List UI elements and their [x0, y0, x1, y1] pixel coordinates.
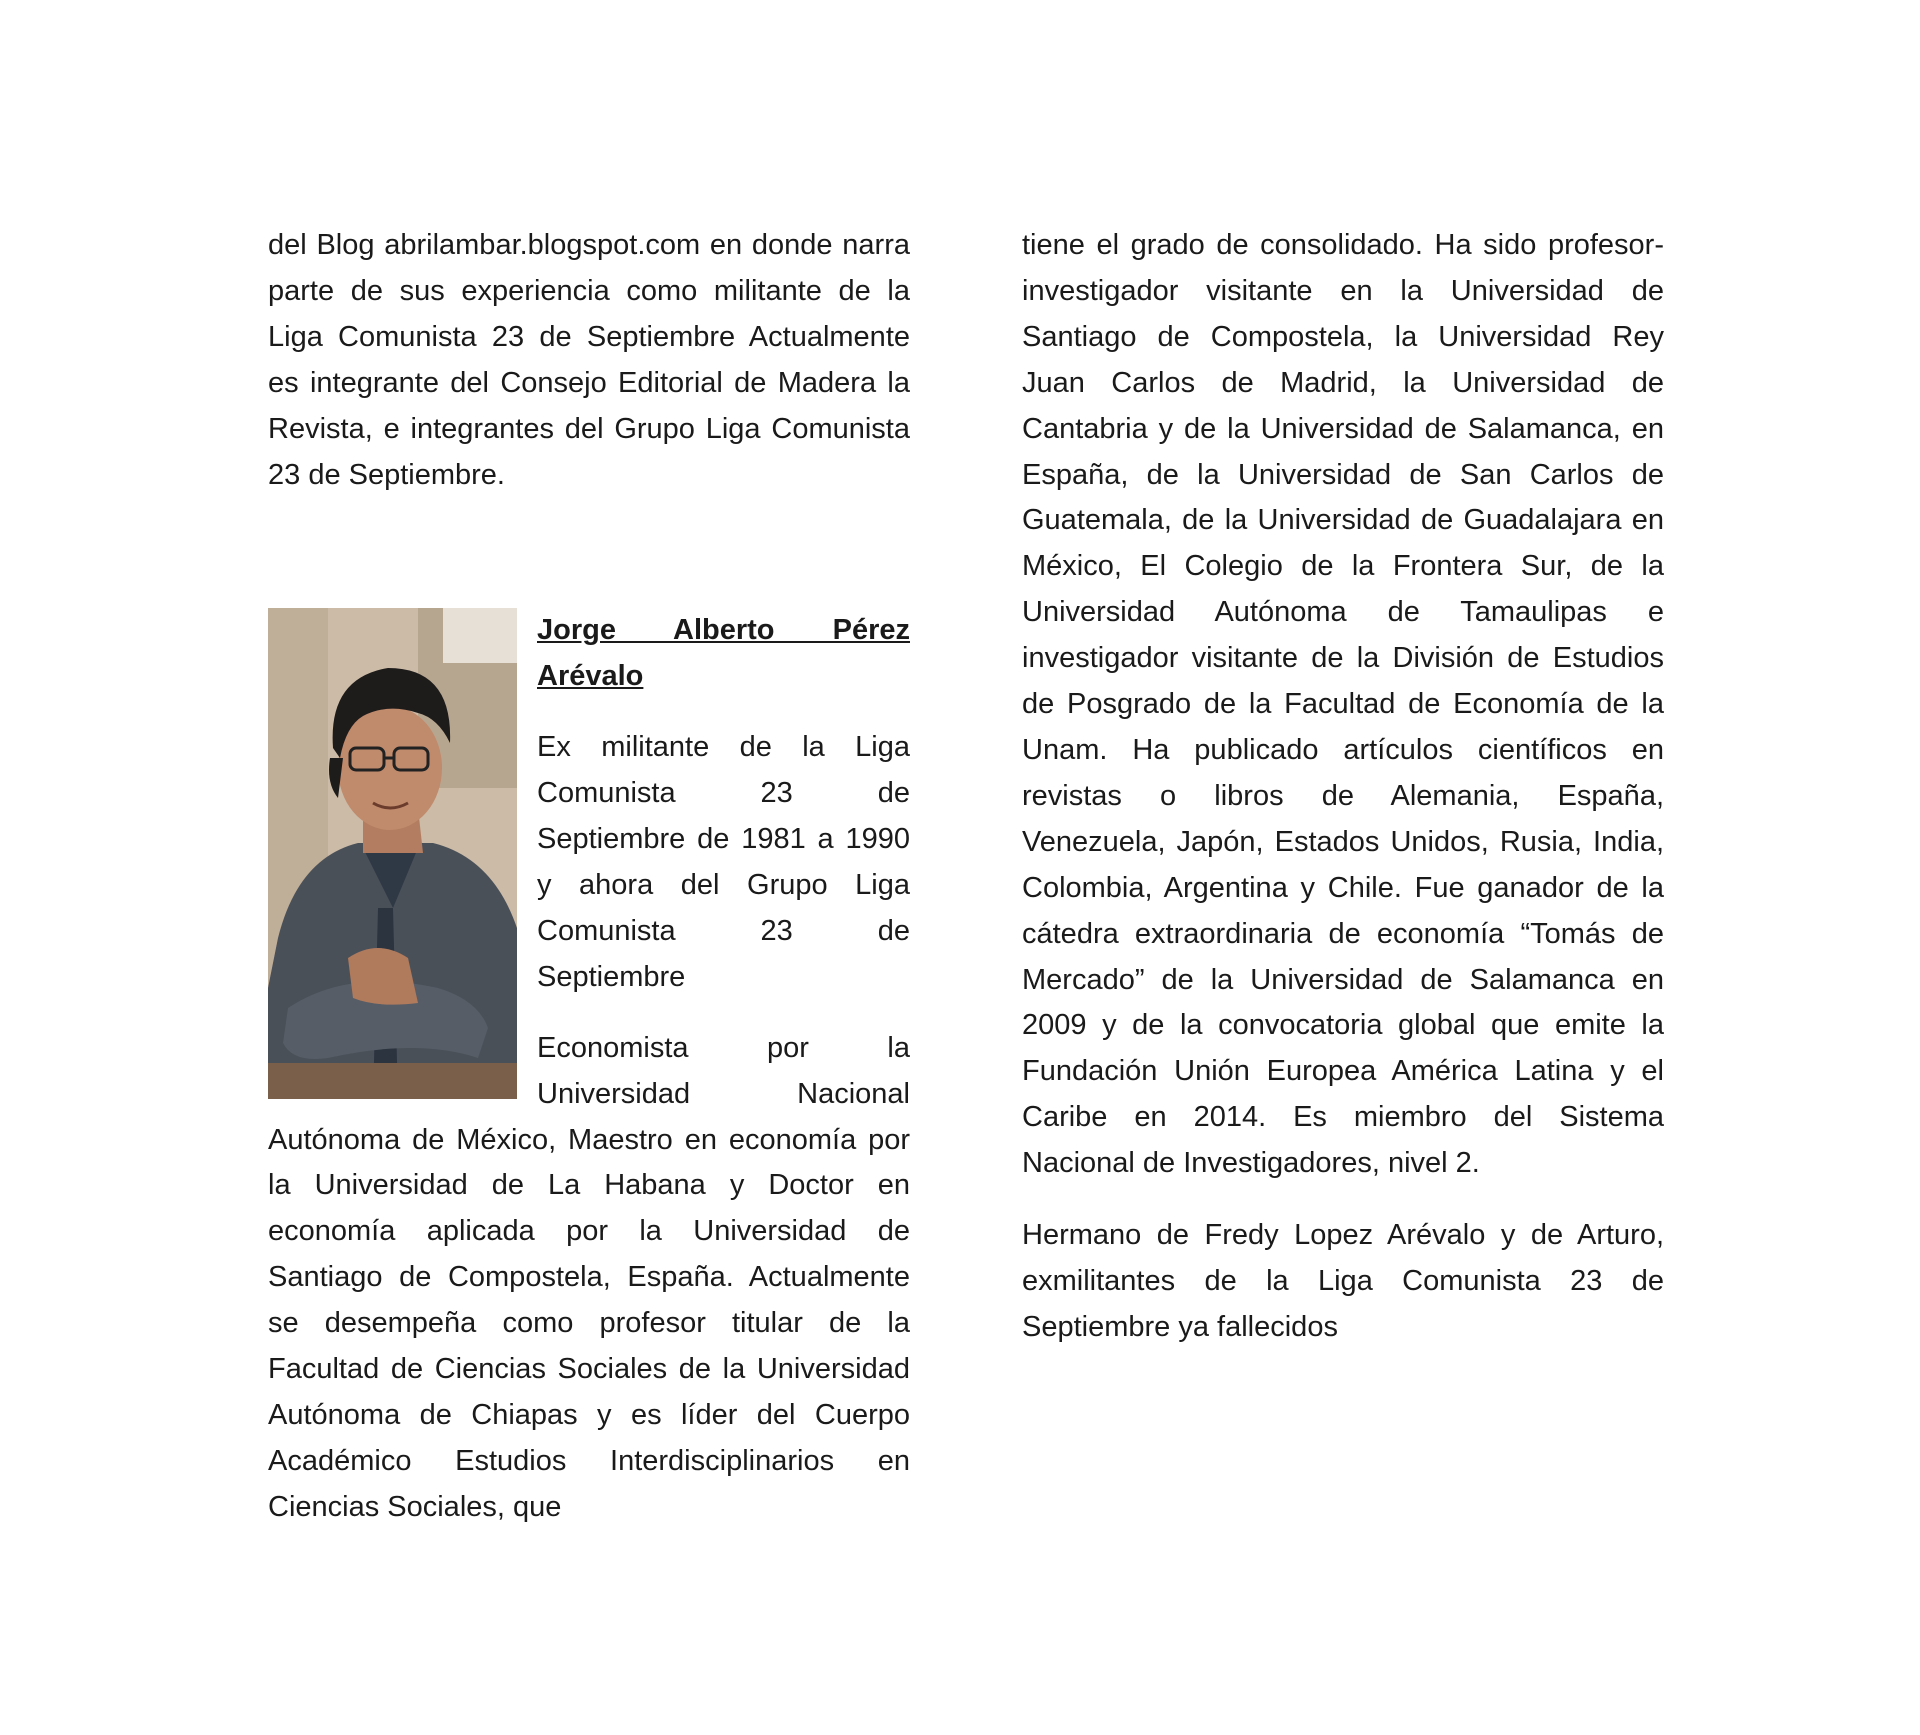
biography-section [268, 608, 910, 1530]
intro-section [268, 223, 910, 498]
right-paragraph-2: Hermano de Fredy Lopez Arévalo y de Arturo, exmilitantes de la Liga Comunista 23 de Septiembre ya fallecidos [1022, 1219, 1664, 1343]
intro-paragraph: del Blog abrilambar.blogspot.com en donde narra parte de sus experiencia como militante de la Liga Comunista 23 de Septiembre Actualmente es integrante del Consejo Editorial de Madera la Revista, e integrantes del Grupo Liga Comunista 23 de Septiembre. [268, 229, 910, 491]
bio-paragraph-2: Economista por la Universidad Nacional Autónoma de México, Maestro en economía por la Universidad de La Habana y Doctor en economía aplicada por la Universidad de Santiago de Compostela, España. Actualmente se desempeña como profesor titular de la Facultad de Ciencias Sociales de la Universidad Autónoma de Chiapas y es líder del Cuerpo Académico Estudios Interdisciplinarios en Ciencias Sociales, que [268, 1031, 910, 1523]
right-paragraph-1: tiene el grado de consolidado. Ha sido profesor-investigador visitante en la Universidad de Santiago de Compostela, la Universidad Rey Juan Carlos de Madrid, la Universidad de Cantabria y de la Universidad de Salamanca, en España, de la Universidad de San Carlos de Guatemala, de la Universidad de Guadalajara en México, El Colegio de la Frontera Sur, de la Universidad Autónoma de Tamaulipas e investigador visitante de la División de Estudios de Posgrado de la Facultad de Economía de la Unam. Ha publicado artículos científicos en revistas o libros de Alemania, España, Venezuela, Japón, Estados Unidos, Rusia, India, Colombia, Argentina y Chile. Fue ganador de la cátedra extraordinaria de economía “Tomás de Mercado” de la Universidad de Salamanca en 2009 y de la convocatoria global que emite la Fundación Unión Europea América Latina y el Caribe en 2014. Es miembro del Sistema Nacional de Investigadores, nivel 2. [1022, 229, 1664, 1180]
bio-name: Jorge Alberto Pérez Arévalo [537, 614, 910, 693]
right-column [1022, 223, 1664, 1351]
left-column [268, 223, 910, 1531]
bio-paragraph-1: Ex militante de la Liga Comunista 23 de Septiembre de 1981 a 1990 y ahora del Grupo Liga Comunista 23 de Septiembre [537, 731, 910, 993]
portrait-photo [268, 608, 517, 1099]
